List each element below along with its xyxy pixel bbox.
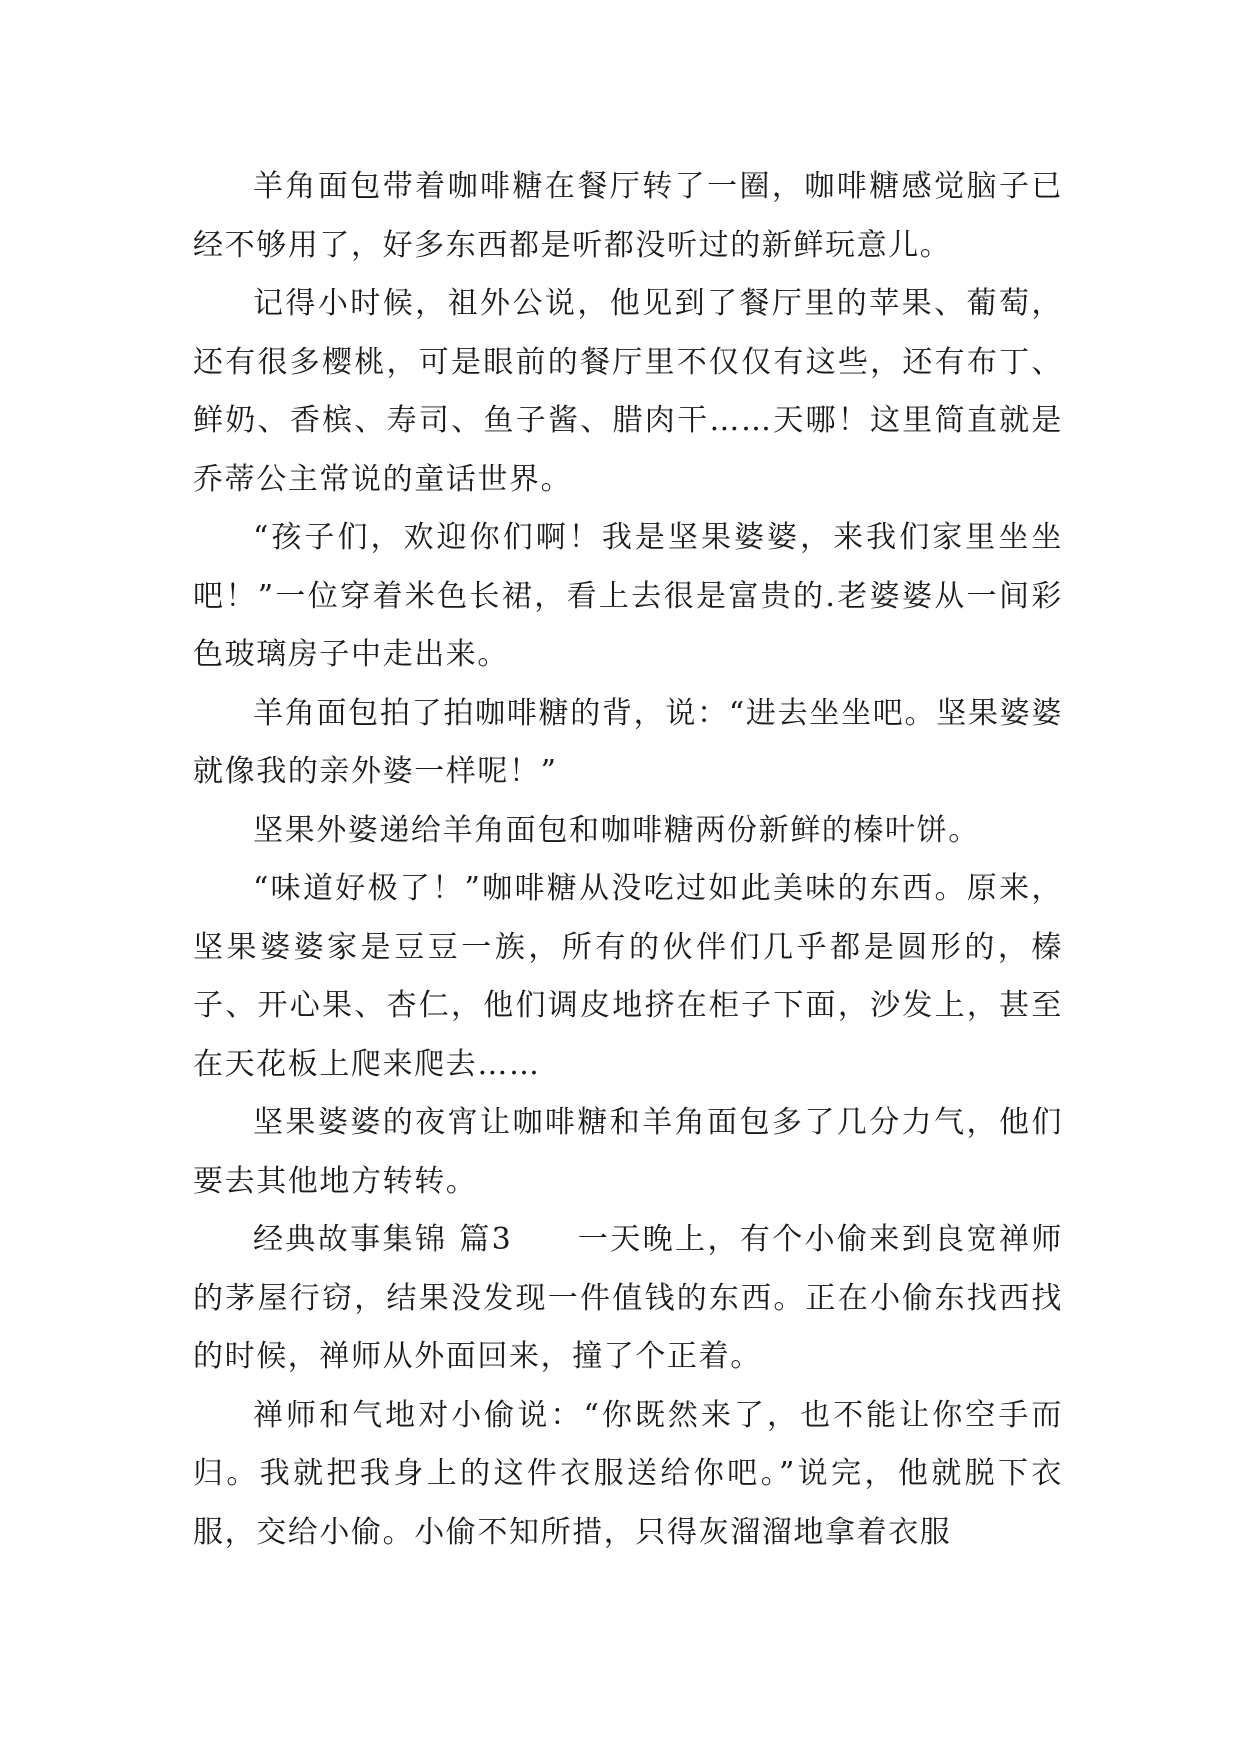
paragraph-9: 禅师和气地对小偷说：“你既然来了，也不能让你空手而归。我就把我身上的这件衣服送给你吧。”说完，他就脱下衣服，交给小偷。小偷不知所措，只得灰溜溜地拿着衣服 xyxy=(193,1397,1063,1550)
paragraph-7: 坚果婆婆的夜宵让咖啡糖和羊角面包多了几分力气，他们要去其他地方转转。 xyxy=(193,1105,1063,1199)
paragraph-3: “孩子们，欢迎你们啊！我是坚果婆婆，来我们家里坐坐吧！”一位穿着米色长裙，看上去很是富贵的.老婆婆从一间彩色玻璃房子中走出来。 xyxy=(193,520,1063,672)
paragraph-1: 羊角面包带着咖啡糖在餐厅转了一圈，咖啡糖感觉脑子已经不够用了，好多东西都是听都没听过的新鲜玩意儿。 xyxy=(193,169,1063,263)
paragraph-4: 羊角面包拍了拍咖啡糖的背，说：“进去坐坐吧。坚果婆婆就像我的亲外婆一样呢！” xyxy=(193,695,1063,789)
paragraph-2: 记得小时候，祖外公说，他见到了餐厅里的苹果、葡萄，还有很多樱桃，可是眼前的餐厅里不仅仅有这些，还有布丁、鲜奶、香槟、寿司、鱼子酱、腊肉干……天哪！这里简直就是乔蒂公主常说的童话世界。 xyxy=(193,286,1063,497)
document-page xyxy=(193,158,1063,1562)
paragraph-6: “味道好极了！”咖啡糖从没吃过如此美味的东西。原来，坚果婆婆家是豆豆一族，所有的伙伴们几乎都是圆形的，榛子、开心果、杏仁，他们调皮地挤在柜子下面，沙发上，甚至在天花板上爬来爬去…… xyxy=(193,871,1063,1082)
paragraph-5: 坚果外婆递给羊角面包和咖啡糖两份新鲜的榛叶饼。 xyxy=(253,812,980,848)
paragraph-8: 经典故事集锦 篇3 一天晚上，有个小偷来到良宽禅师的茅屋行窃，结果没发现一件值钱的东西。正在小偷东找西找的时候，禅师从外面回来，撞了个正着。 xyxy=(193,1222,1063,1374)
